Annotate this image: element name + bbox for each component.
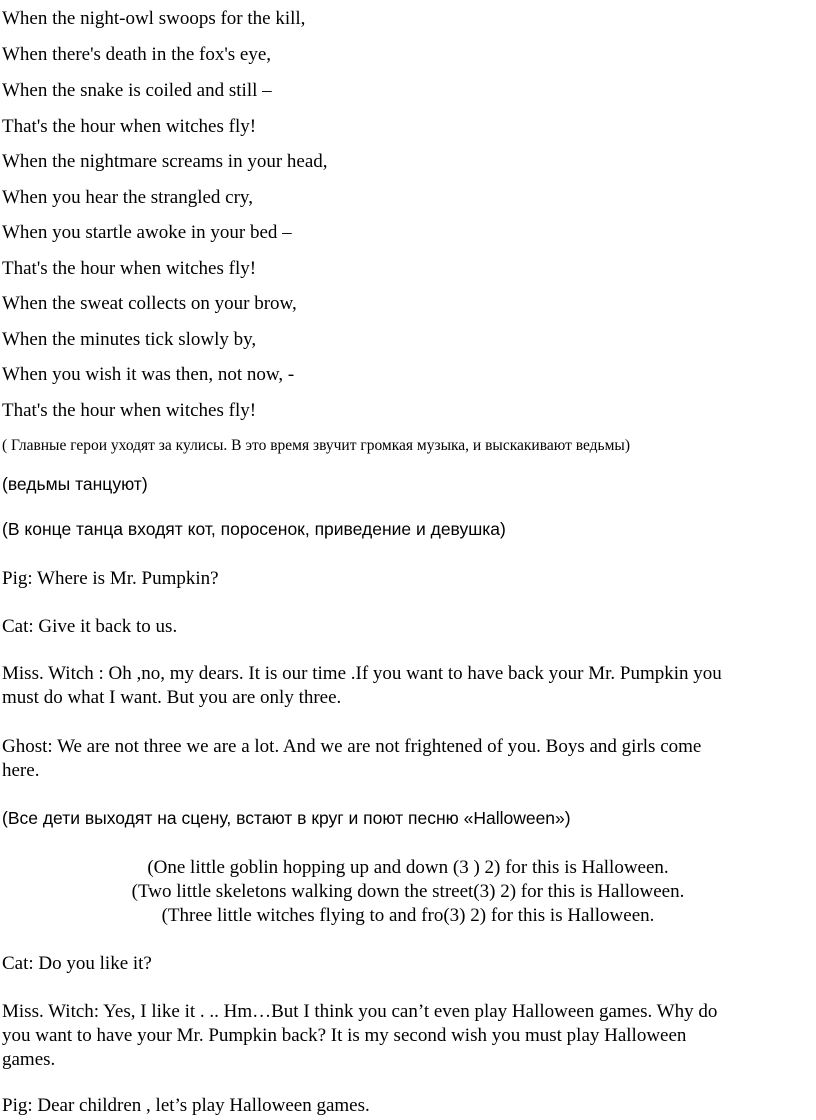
poem-line: When you wish it was then, not now, - <box>2 364 295 385</box>
dialogue-line: Cat: Give it back to us. <box>2 616 178 637</box>
poem-line: When the sweat collects on your brow, <box>2 293 297 314</box>
poem-line: When you hear the strangled cry, <box>2 187 253 208</box>
song-line: (Three little witches flying to and fro(3) 2) for this is Halloween. <box>161 905 655 926</box>
dialogue-line: here. <box>2 760 40 781</box>
dialogue-line: Miss. Witch: Yes, I like it . .. Hm…But I think you can’t even play Halloween games. Why do <box>2 1001 718 1022</box>
song-line: (One little goblin hopping up and down (3 ) 2) for this is Halloween. <box>147 857 669 878</box>
dialogue-line: Miss. Witch : Oh ,no, my dears. It is our time .If you want to have back your Mr. Pumpkin you <box>2 663 722 684</box>
dialogue-line: you want to have your Mr. Pumpkin back? It is my second wish you must play Halloween <box>2 1025 687 1046</box>
dialogue-line: must do what I want. But you are only three. <box>2 687 342 708</box>
stage-direction: (Все дети выходят на сцену, встают в круг и поют песню «Halloween») <box>2 808 571 828</box>
stage-direction: (ведьмы танцуют) <box>2 474 148 494</box>
poem-line: That's the hour when witches fly! <box>2 258 257 279</box>
dialogue-line: Cat: Do you like it? <box>2 953 152 974</box>
dialogue-line: games. <box>2 1049 56 1070</box>
poem-line: When you startle awoke in your bed – <box>2 222 292 243</box>
stage-direction: (В конце танца входят кот, поросенок, приведение и девушка) <box>2 519 506 539</box>
dialogue-line: Ghost: We are not three we are a lot. And we are not frightened of you. Boys and girls come <box>2 736 702 757</box>
poem-line: When the snake is coiled and still – <box>2 80 272 101</box>
poem-line: That's the hour when witches fly! <box>2 400 257 421</box>
poem-line: That's the hour when witches fly! <box>2 116 257 137</box>
poem-line: When the nightmare screams in your head, <box>2 151 328 172</box>
stage-direction: ( Главные герои уходят за кулисы. В это время звучит громкая музыка, и выскакивают ведьмы) <box>2 437 630 454</box>
dialogue-line: Pig: Where is Mr. Pumpkin? <box>2 568 219 589</box>
dialogue-line: Pig: Dear children , let’s play Halloween games. <box>2 1095 370 1116</box>
song-line: (Two little skeletons walking down the street(3) 2) for this is Halloween. <box>131 881 685 902</box>
poem-line: When there's death in the fox's eye, <box>2 44 272 65</box>
poem-line: When the night-owl swoops for the kill, <box>2 8 306 29</box>
poem-line: When the minutes tick slowly by, <box>2 329 257 350</box>
